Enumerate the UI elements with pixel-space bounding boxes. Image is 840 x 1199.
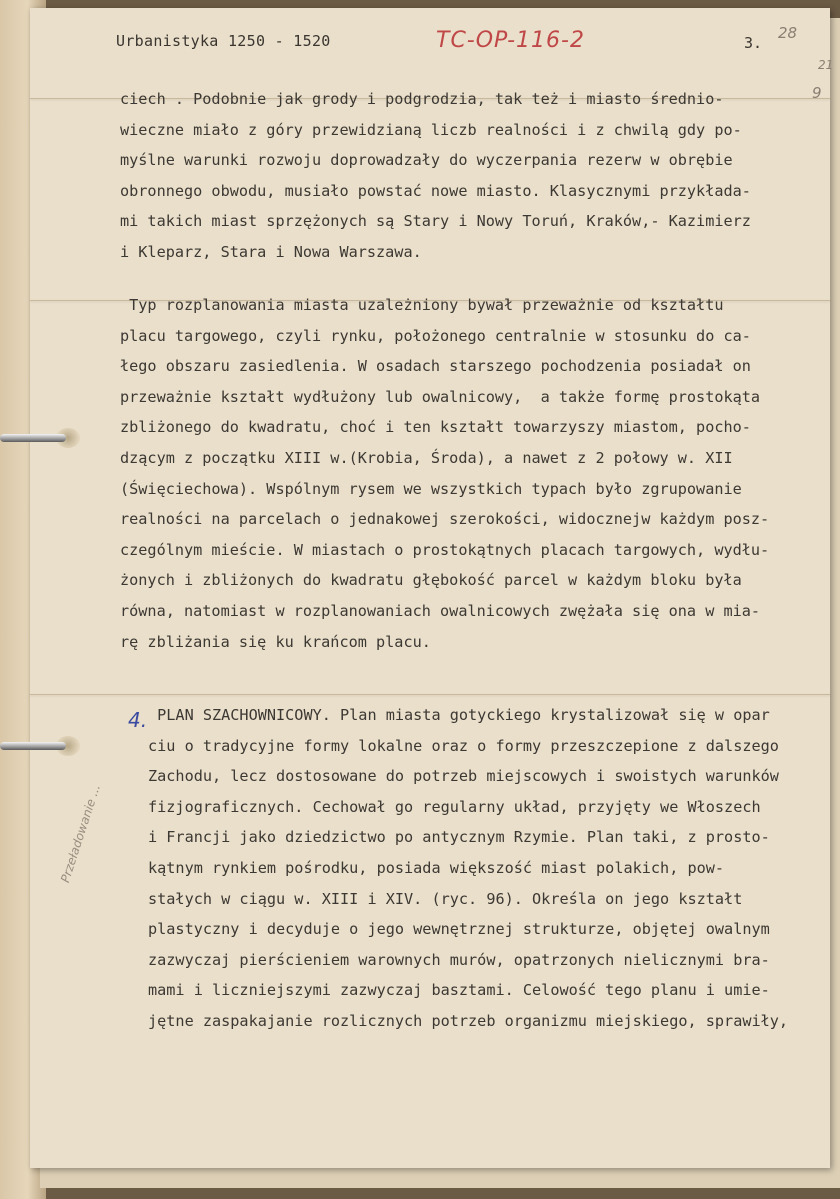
text-line: obronnego obwodu, musiało powstać nowe miasto. Klasycznymi przykłada- xyxy=(120,181,751,200)
text-line: i Francji jako dziedzictwo po antycznym Rzymie. Plan taki, z prosto- xyxy=(148,828,770,847)
text-line: ciech . Podobnie jak grody i podgrodzia, tak też i miasto średnio- xyxy=(120,90,724,108)
text-line: placu targowego, czyli rynku, położonego centralnie w stosunku do ca- xyxy=(120,326,751,345)
text-line: fizjograficznych. Cechował go regularny układ, przyjęty we Włoszech xyxy=(148,797,761,816)
page-fold-line xyxy=(30,694,830,695)
text-line: zazwyczaj pierścieniem warownych murów, opatrzonych nielicznymi bra- xyxy=(148,950,770,969)
archive-stamp: TC-OP-116-2 xyxy=(436,28,585,53)
text-line: ciu o tradycyjne formy lokalne oraz o formy przeszczepione z dalszego xyxy=(148,736,779,755)
handwritten-page-number: 28 xyxy=(778,24,798,42)
text-line: plastyczny i decyduje o jego wewnętrznej strukturze, objętej owalnym xyxy=(148,920,770,939)
binder-ring xyxy=(0,736,86,756)
side-number: 9 xyxy=(812,84,822,102)
paragraph xyxy=(148,700,840,1037)
text-line: jętne zaspakajanie rozlicznych potrzeb organizmu miejskiego, sprawiły, xyxy=(148,1011,789,1030)
margin-note: Przeładowanie ... xyxy=(58,782,103,885)
text-line: zbliżonego do kwadratu, choć i ten kształt towarzyszy miastom, pocho- xyxy=(120,418,751,437)
text-line: Typ rozplanowania miasta uzależniony bywał przeważnie od kształtu xyxy=(120,296,724,314)
text-line: mi takich miast sprzężonych są Stary i Nowy Toruń, Kraków,- Kazimierz xyxy=(120,212,751,231)
text-line: mami i liczniejszymi zazwyczaj basztami. Celowość tego planu i umie- xyxy=(148,981,770,1000)
text-line: stałych w ciągu w. XIII i XIV. (ryc. 96). Określa on jego kształt xyxy=(148,889,743,908)
text-line: (Święciechowa). Wspólnym rysem we wszystkich typach było zgrupowanie xyxy=(120,479,742,498)
section-number: 4. xyxy=(128,708,148,732)
paragraph xyxy=(120,84,820,268)
text-line: realności na parcelach o jednakowej szerokości, widocznejw każdym posz- xyxy=(120,510,770,529)
text-line: przeważnie kształt wydłużony lub owalnicowy, a także formę prostokąta xyxy=(120,387,761,406)
text-line: myślne warunki rozwoju doprowadzały do wyczerpania rezerw w obrębie xyxy=(120,151,733,170)
binder-ring xyxy=(0,428,86,448)
paragraph xyxy=(120,290,820,657)
page-number: 3. xyxy=(744,34,763,52)
text-line: kątnym rynkiem pośrodku, posiada większość miast polakich, pow- xyxy=(148,858,725,877)
text-line: rę zbliżania się ku krańcom placu. xyxy=(120,632,431,651)
side-number: 21 xyxy=(818,58,834,72)
text-line: dzącym z początku XIII w.(Krobia, Środa), a nawet z 2 połowy w. XII xyxy=(120,448,733,467)
text-line: łego obszaru zasiedlenia. W osadach starszego pochodzenia posiadał on xyxy=(120,357,751,376)
text-line: wieczne miało z góry przewidzianą liczb realności i z chwilą gdy po- xyxy=(120,120,742,139)
text-line: PLAN SZACHOWNICOWY. Plan miasta gotyckiego krystalizował się w opar xyxy=(148,706,770,724)
text-line: czególnym mieście. W miastach o prostokątnych placach targowych, wydłu- xyxy=(120,540,770,559)
text-line: żonych i zbliżonych do kwadratu głębokość parcel w każdym bloku była xyxy=(120,571,742,590)
text-line: równa, natomiast w rozplanowaniach owalnicowych zwężała się ona w mia- xyxy=(120,601,761,620)
text-line: i Kleparz, Stara i Nowa Warszawa. xyxy=(120,242,422,261)
text-line: Zachodu, lecz dostosowane do potrzeb miejscowych i swoistych warunków xyxy=(148,767,779,786)
running-header: Urbanistyka 1250 - 1520 xyxy=(116,32,331,50)
